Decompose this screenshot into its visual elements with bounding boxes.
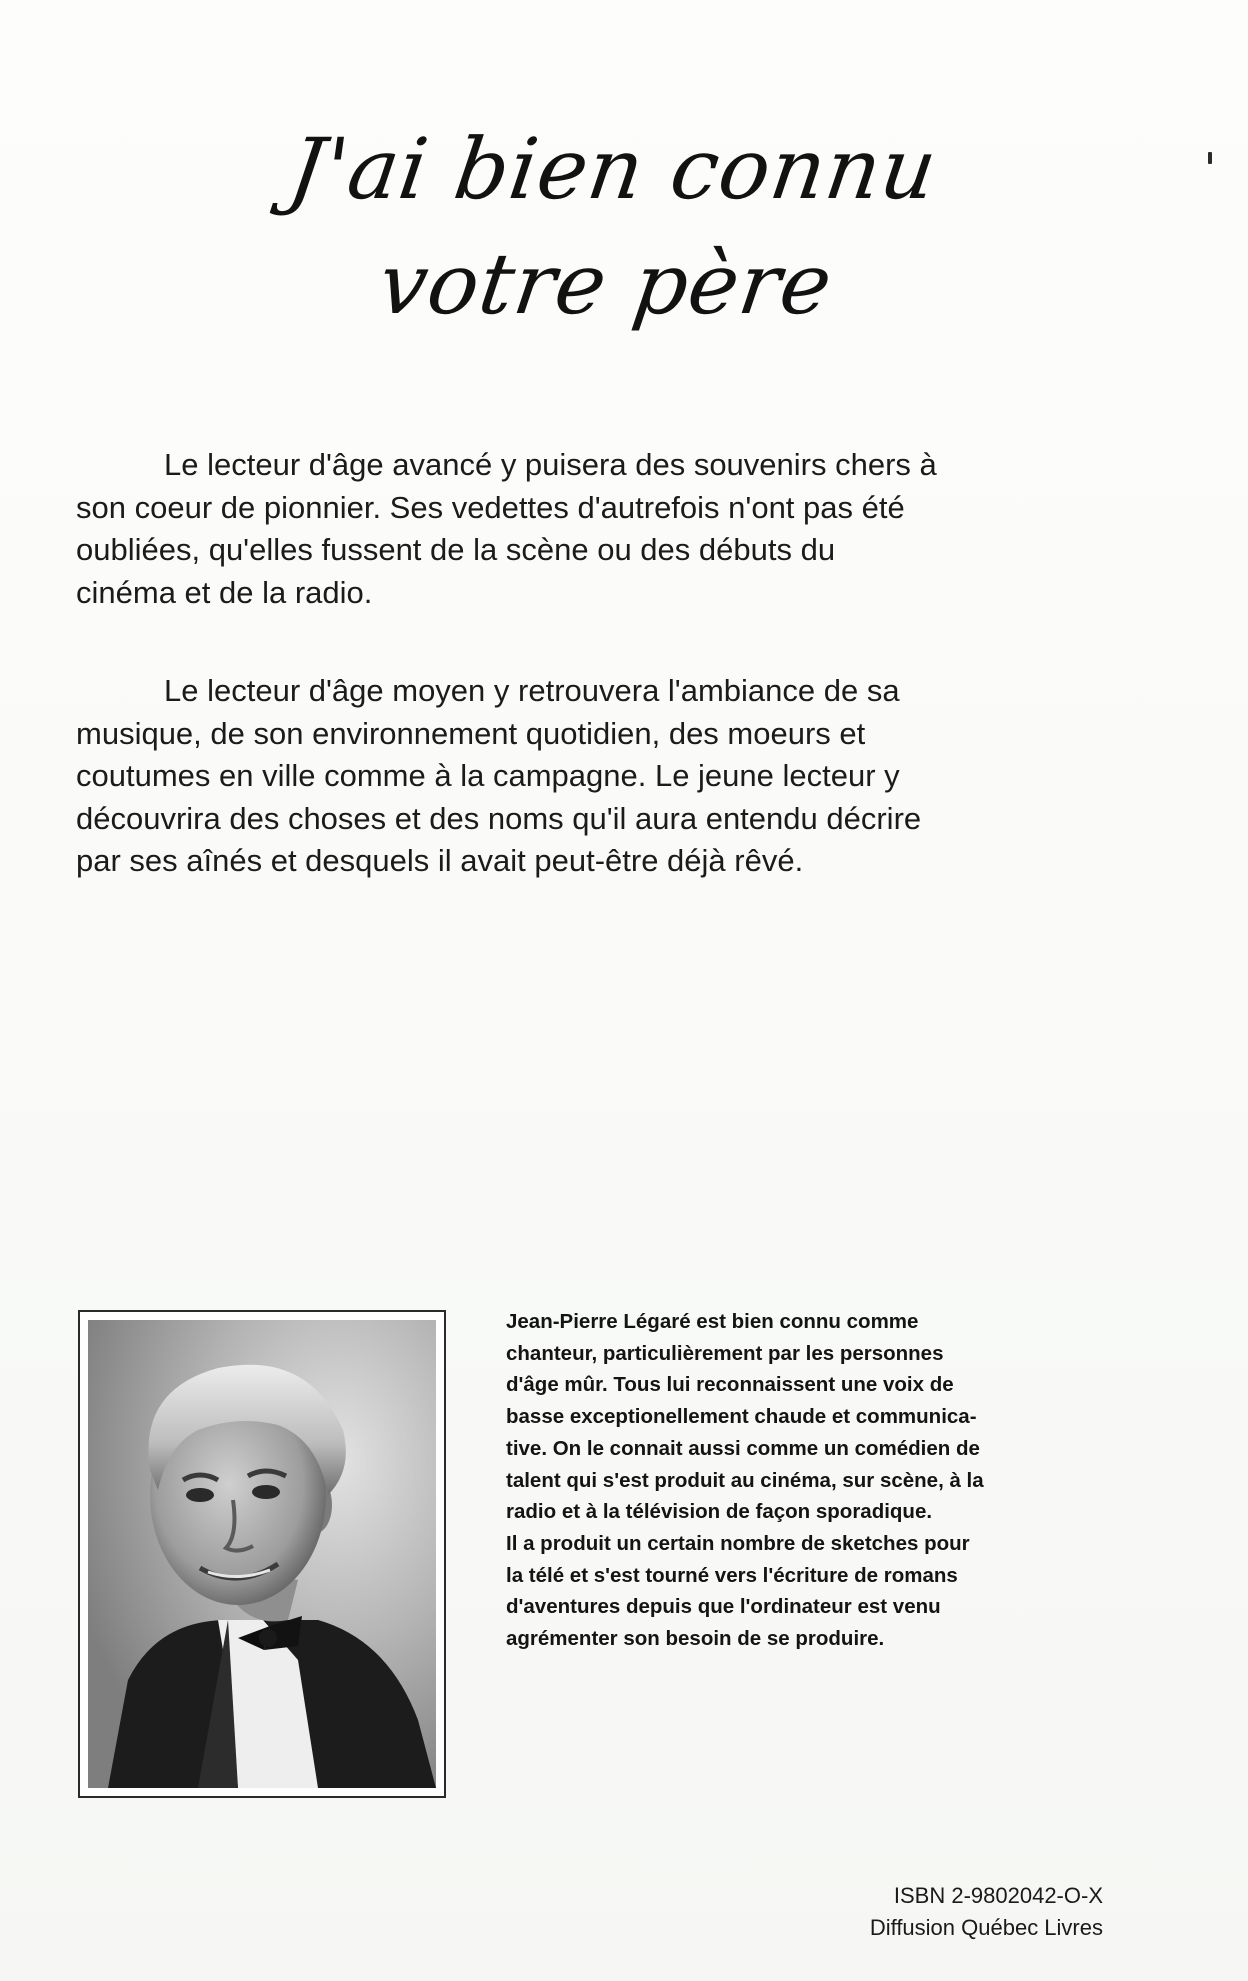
bio-line: Jean-Pierre Légaré est bien connu comme bbox=[506, 1310, 919, 1333]
blurb-line: par ses aînés et desquels il avait peut-être déjà rêvé. bbox=[76, 843, 804, 878]
bio-line: d'âge mûr. Tous lui reconnaissent une voix de bbox=[506, 1373, 954, 1397]
publication-info bbox=[870, 1880, 1103, 1944]
blurb-line: son coeur de pionnier. Ses vedettes d'autrefois n'ont pas été bbox=[76, 489, 905, 525]
book-title bbox=[270, 95, 944, 355]
blurb-paragraph-1 bbox=[76, 444, 1076, 614]
bio-line: agrémenter son besoin de se produire. bbox=[506, 1627, 885, 1651]
blurb-line: coutumes en ville comme à la campagne. Le jeune lecteur y bbox=[76, 758, 900, 793]
blurb-line: Le lecteur d'âge avancé y puisera des souvenirs chers à bbox=[164, 447, 937, 482]
bio-line: la télé et s'est tourné vers l'écriture de romans bbox=[506, 1563, 958, 1587]
blurb-line: musique, de son environnement quotidien, des moeurs et bbox=[76, 715, 866, 751]
author-photo bbox=[88, 1320, 436, 1788]
bio-line: Il a produit un certain nombre de sketches pour bbox=[506, 1531, 970, 1555]
blurb-line: découvrira des choses et des noms qu'il aura entendu décrire bbox=[76, 800, 922, 836]
title-line-2: votre père bbox=[373, 235, 839, 333]
distributor-label: Diffusion Québec Livres bbox=[869, 1915, 1103, 1940]
blurb-paragraph-2 bbox=[76, 670, 1076, 883]
bio-line: chanteur, particulièrement par les personnes bbox=[506, 1341, 944, 1365]
bio-line: d'aventures depuis que l'ordinateur est venu bbox=[506, 1595, 941, 1619]
blurb-line: cinéma et de la radio. bbox=[76, 574, 373, 610]
print-speck bbox=[1208, 152, 1212, 164]
blurb-line: Le lecteur d'âge moyen y retrouvera l'ambiance de sa bbox=[164, 673, 900, 708]
bio-line: radio et à la télévision de façon sporadique. bbox=[506, 1500, 933, 1524]
bio-line: tive. On le connait aussi comme un comédien de bbox=[506, 1436, 980, 1460]
isbn-label: ISBN 2-9802042-O-X bbox=[893, 1883, 1103, 1908]
bio-line: basse exceptionellement chaude et communica- bbox=[506, 1405, 977, 1429]
blurb-line: oubliées, qu'elles fussent de la scène ou des débuts du bbox=[76, 532, 836, 567]
bio-line: talent qui s'est produit au cinéma, sur scène, à la bbox=[506, 1468, 984, 1492]
author-photo-frame bbox=[78, 1310, 446, 1798]
author-portrait-illustration bbox=[88, 1320, 436, 1788]
title-line-1: J'ai bien connu bbox=[283, 120, 944, 218]
author-bio bbox=[506, 1306, 1096, 1655]
